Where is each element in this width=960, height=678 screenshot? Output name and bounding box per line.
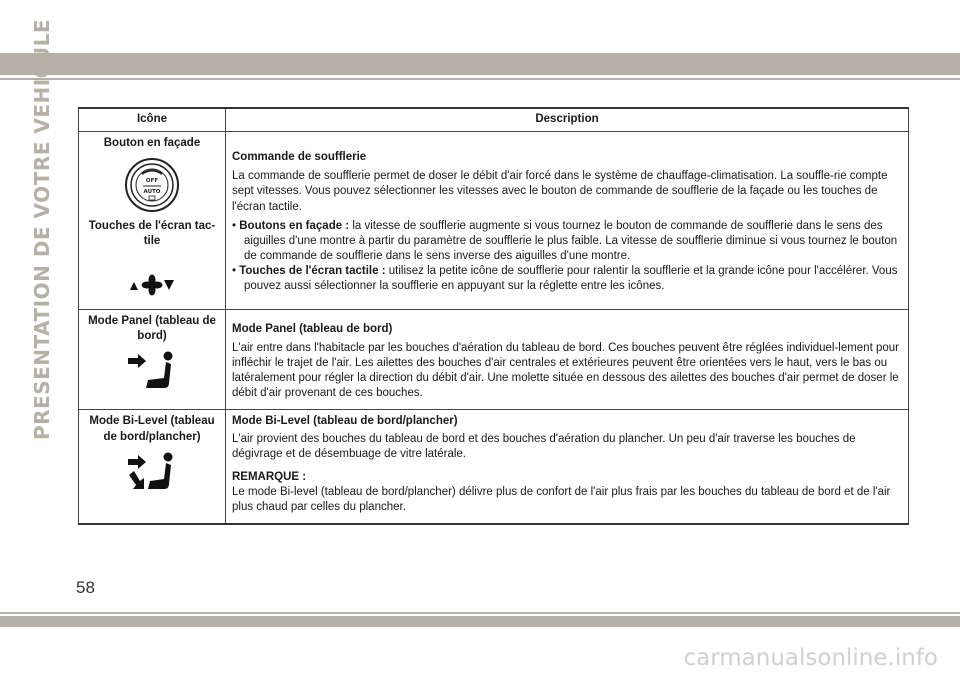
- bullet-label: Touches de l'écran tactile :: [239, 265, 386, 278]
- description-title: Commande de soufflerie: [232, 151, 367, 163]
- table-row: [79, 132, 909, 310]
- table-row: [79, 309, 909, 410]
- bullet-text: la vitesse de soufflerie augmente si vous tournez le bouton de commande de soufflerie dans le sens des aiguilles d'une montre à partir du paramètre de soufflerie le plus faible. La vitesse de soufflerie diminue si vous tournez le bouton de commande de soufflerie dans le sens inverse des aiguilles d'une montre.: [244, 219, 898, 263]
- header-icon: Icône: [79, 108, 226, 132]
- watermark: carmanualsonline.info: [683, 645, 938, 671]
- table-header-row: [79, 108, 909, 132]
- note-title: REMARQUE :: [232, 470, 307, 483]
- top-band: [0, 53, 960, 75]
- icon-cell: [79, 309, 226, 410]
- icon-cell: [79, 132, 226, 310]
- table-row: [79, 410, 909, 525]
- description-cell: [226, 132, 909, 310]
- controls-table: [78, 107, 909, 525]
- description-text: La commande de soufflerie permet de doser le débit d'air forcé dans le système de chauffage-climatisation. La souffle-rie compte sept vitesses. Vous pouvez sélectionner les vitesses avec le bouton de commande de soufflerie de la façade ou les touches de l'écran tactile.: [232, 170, 888, 213]
- icon-label: Bouton en façade: [103, 137, 201, 149]
- blower-knob-icon: [124, 157, 180, 213]
- knob-off-label: OFF: [145, 178, 159, 185]
- description-cell: [226, 309, 909, 410]
- top-rule: [0, 78, 960, 80]
- bottom-rule: [0, 612, 960, 614]
- section-side-title: PRESENTATION DE VOTRE VEHICULE: [30, 19, 54, 440]
- bottom-band: [0, 616, 960, 627]
- blower-speed-icon: [128, 272, 176, 298]
- icon-label: Mode Panel (tableau de bord): [88, 314, 216, 342]
- icon-label: Mode Bi-Level (tableau de bord/plancher): [89, 415, 215, 443]
- panel-mode-icon: [124, 350, 180, 394]
- note-text: Le mode Bi-level (tableau de bord/plancher) délivre plus de confort de l'air plus frais par les bouches du tableau de bord et de l'air plus chaud par celles du plancher.: [232, 486, 891, 514]
- list-item: • Touches de l'écran tactile : utilisez la petite icône de soufflerie pour ralentir la soufflerie et la grande icône pour l'accélérer. Vous pouvez aussi sélectionner la soufflerie en appuyant sur la réglette entre les icônes.: [232, 265, 898, 293]
- icon-label: Touches de l'écran tac-tile: [88, 220, 216, 248]
- bi-level-mode-icon: [124, 451, 180, 495]
- description-title: Mode Bi-Level (tableau de bord/plancher): [232, 415, 458, 428]
- bullet-text: utilisez la petite icône de soufflerie pour ralentir la soufflerie et la grande icône pour l'accélérer. Vous pouvez aussi sélectionner la soufflerie en appuyant sur la réglette entre les icônes.: [244, 265, 898, 293]
- header-description: Description: [226, 108, 909, 132]
- description-text: L'air provient des bouches du tableau de bord et des bouches d'aération du plancher. Un peu d'air traverse les bouches de dégivrage et de désembuage de vitre latérale.: [232, 432, 856, 460]
- description-cell: [226, 410, 909, 525]
- list-item: • Boutons en façade : la vitesse de soufflerie augmente si vous tournez le bouton de commande de soufflerie dans le sens des aiguilles d'une montre à partir du paramètre de soufflerie le plus faible. La vitesse de soufflerie diminue si vous tournez le bouton de commande de soufflerie dans le sens inverse des aiguilles d'une montre.: [232, 219, 898, 263]
- description-text: L'air entre dans l'habitacle par les bouches d'aération du tableau de bord. Ces bouches peuvent être réglées individuel-lement pour infléchir le trajet de l'air. Les ailettes des bouches d'air centrales et extérieures peuvent être orientées vers le haut, vers le bas ou latéralement pour régler la direction du débit d'air. Une molette située en dessous des ailettes des bouches d'air permet de doser le débit d'air provenant de ces bouches.: [232, 341, 899, 400]
- page-number: 58: [76, 578, 95, 597]
- icon-cell: [79, 410, 226, 525]
- description-title: Mode Panel (tableau de bord): [232, 322, 393, 335]
- bullet-label: Boutons en façade :: [239, 219, 350, 232]
- knob-auto-label: AUTO: [143, 189, 161, 196]
